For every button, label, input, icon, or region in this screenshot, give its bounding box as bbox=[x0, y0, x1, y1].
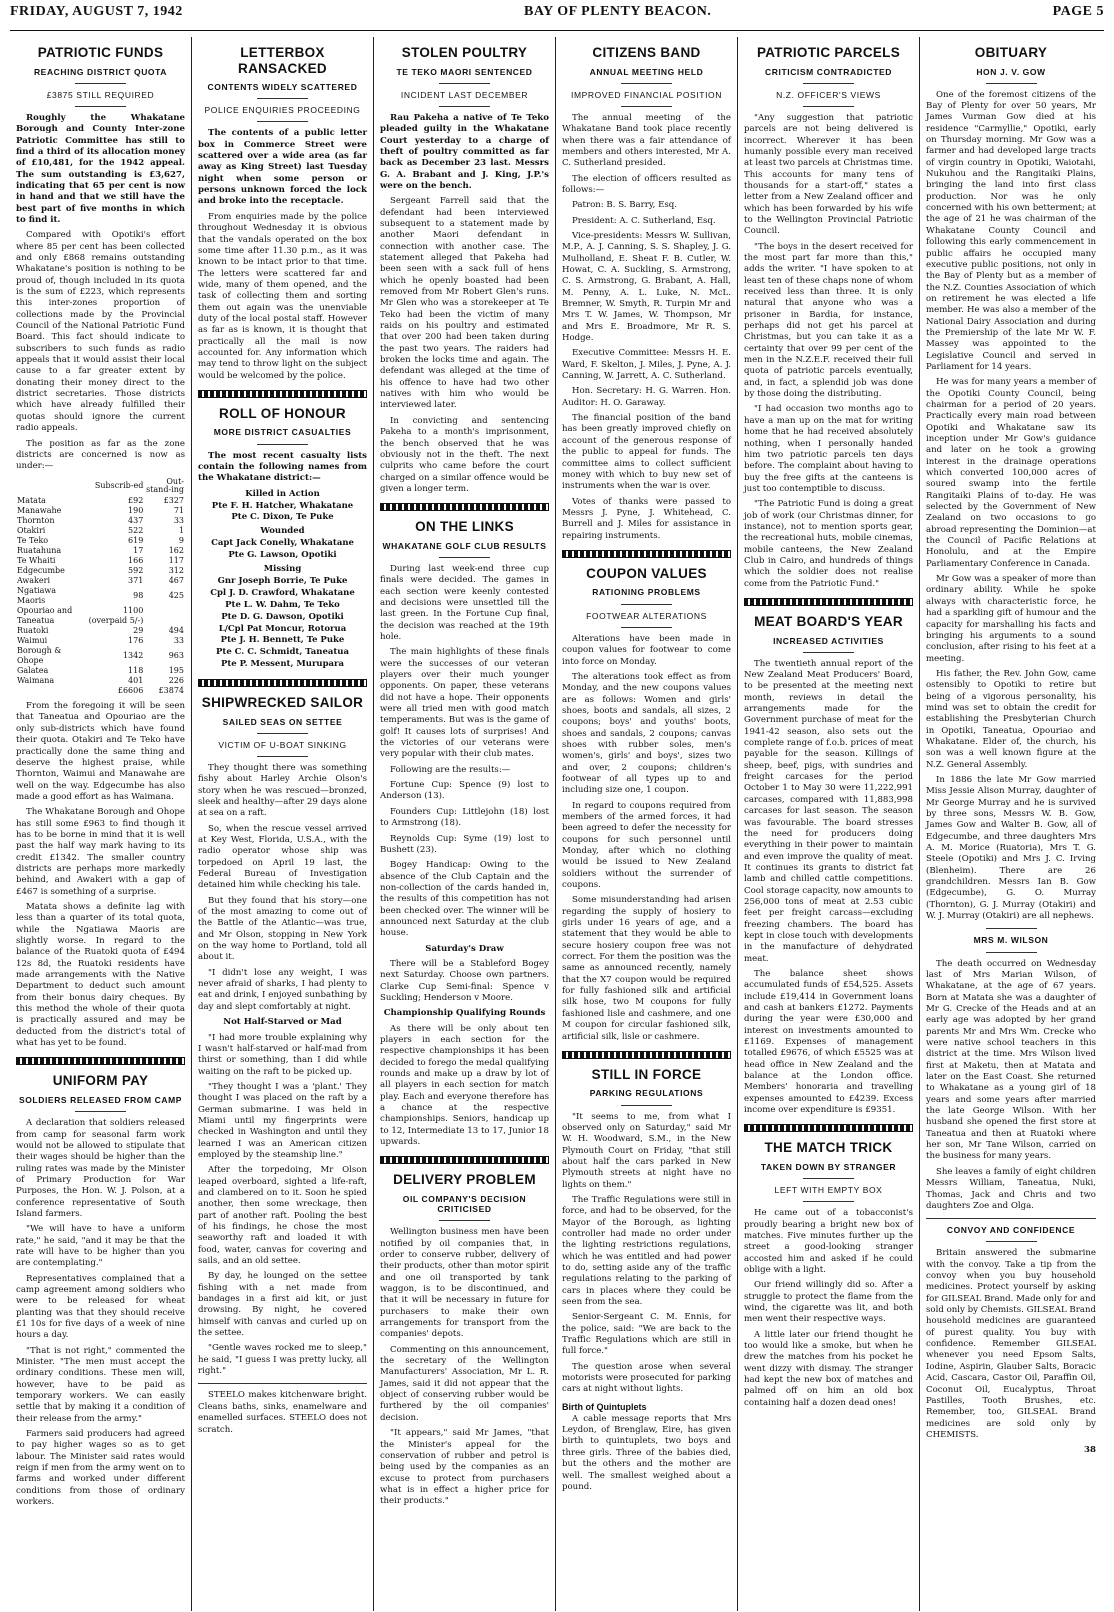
paragraph: "That is not right," commented the Minister. "The men must accept the ordinary conditions. These men will, however, have to be paid as temporary workers. We can easily settle that by making it a condition of their release from the army." bbox=[16, 1345, 185, 1424]
issue-date: FRIDAY, AUGUST 7, 1942 bbox=[10, 4, 183, 19]
paragraph: Farmers said producers had agreed to pay higher wages so as to get labour. The Minister said rates would reign if men from the army went on to farms and worked under different conditions from those of ordinary workers. bbox=[16, 1429, 185, 1508]
paragraph: "Any suggestion that patriotic parcels are not being delivered is incorrect. Wherever it has been humanly possible every man received at least two parcels at Christmas time. This accounts for many tens of thousands for a start-off," states a letter from a New Zealand officer and which has been forwarded by his wife to the Wellington Provincial Patriotic Council. bbox=[744, 112, 913, 237]
paragraph: From the foregoing it will be seen that Taneatua and Opouriao are the only sub-districts which have found their quota. Otakiri and Te Teko have practically done the same thing and deserve the highest praise, while Thornton, Waimui and Manawahe are well on the way. Edgecumbe has also made a good effort as has Waimana. bbox=[16, 701, 185, 802]
subhead: CRITICISM CONTRADICTED bbox=[765, 66, 892, 77]
rule bbox=[257, 121, 308, 122]
paragraph: The question arose when several motorists were prosecuted for parking cars at night without lights. bbox=[562, 1361, 731, 1395]
outstanding-amount: £3874 bbox=[158, 686, 184, 696]
paragraph: "I had occasion two months ago to have a man up on the mat for writing home that he had received absolutely nothing, when I personally handed him two patriotic parcels ten days before. The complaint about having to buy the free gifts at the canteens is just too contemptible to discuss. bbox=[744, 404, 913, 494]
paragraph: In regard to coupons required from members of the armed forces, it had been agreed to defer the necessity for coupons for such personnel until Monday, after which no clothing would be issued to New Zealand soldiers without the surrender of coupons. bbox=[562, 800, 731, 891]
district-name: Otakiri bbox=[17, 526, 46, 536]
outstanding-amount: 162 bbox=[168, 546, 184, 556]
district-name: Te Whaiti bbox=[17, 556, 56, 566]
outstanding-amount: 467 bbox=[168, 576, 184, 586]
rule bbox=[257, 98, 308, 99]
casualty-name: L/Cpl Pat Moncur, Rotorua bbox=[218, 623, 347, 634]
table-row bbox=[16, 536, 185, 546]
paragraph: The position as far as the zone districts are concerned is now as under:— bbox=[16, 438, 185, 472]
district-name: Ruatahuna bbox=[17, 546, 62, 556]
casualty-name: Pte F. H. Hatcher, Whakatane bbox=[211, 500, 354, 511]
casualty-name: Cpl J. D. Crawford, Whakatane bbox=[210, 587, 355, 598]
district-name: Edgecumbe bbox=[17, 566, 65, 576]
headline-coupon-values: COUPON VALUES bbox=[586, 565, 707, 581]
rule bbox=[198, 1383, 367, 1384]
paragraph: Bogey Handicap: Owing to the absence of the Club Captain and the non-collection of the cards handed in, the results of this competition has not been checked over. The winner will be announced next Saturday at the club house. bbox=[380, 860, 549, 939]
paragraph: Sergeant Farrell said that the defendant had been interviewed subsequent to a statement made by another Maori defendant in connection with another case. The statement alleged that Pakeha had been seen with a sack full of hens which he openly boasted had been removed from Mr Robert Glen's runs. Mr Glen who was a storekeeper at Te Teko had been the victim of many raids on his poultry and estimated that over 200 had been taken during the past two years. The raiders had broken the locks time and again. The defendant was alleged at the time of his offence to have had two other natives with him who would be interviewed later. bbox=[380, 196, 549, 411]
paragraph: "I had more trouble explaining why I wasn't half-starved or half-mad from thirst or something, than I did while waiting on the raft to be picked up. bbox=[198, 1032, 367, 1077]
outstanding-amount bbox=[144, 606, 185, 626]
paragraph: Wellington business men have been notified by oil companies that, in order to conserve rubber, delivery of their products, other than motor spirit and one oil transported by tank waggon, is to be discontinued, and that it will be necessary in future for purchasers to make their own arrangements for transport from the companies' depots. bbox=[380, 1227, 549, 1340]
paragraph: Alterations have been made in coupon values for footwear to come into force on Monday. bbox=[562, 633, 731, 667]
rule bbox=[257, 444, 308, 445]
lead-paragraph: The most recent casualty lists contain the following names from the Whakatane district:— bbox=[198, 450, 367, 484]
section-subhead: Championship Qualifying Rounds bbox=[383, 1008, 546, 1019]
paragraph: He came out of a tobacconist's proudly bearing a bright new box of matches. Five minutes further up the street a good-looking stranger accosted him and asked if he could oblige with a light. bbox=[744, 1208, 913, 1276]
paragraph: Vice-presidents: Messrs W. Sullivan, M.P., A. J. Canning, S. S. Shapley, J. G. Mulholland, E. Sheat F. B. Cutler, W. Howat, C. A. Suckling, S. Armstrong, C. S. Armstrong, G. Brabant, A. Hall, M. Penny, A. L. Luke, N. McL. Bremner, W. Smyth, R. Turpin Mr and Mrs T. W. James, W. Thompson, Mr and Mrs E. Broadmore, Mr R. S. Hodge. bbox=[562, 230, 731, 344]
subscribed-amount: 619 bbox=[128, 536, 144, 546]
paper-title: BAY OF PLENTY BEACON. bbox=[524, 4, 712, 19]
subhead: MORE DISTRICT CASUALTIES bbox=[213, 427, 352, 438]
divider bbox=[380, 503, 549, 511]
headline-obituary: OBITUARY bbox=[974, 45, 1048, 60]
paragraph: As there will be only about ten players in each section for the respective championships it has been decided to forego the medal qualifying rounds and make up a draw by lot of all players in each section for match play. Each and everyone therefore has a chance at the respective championships. Seniors, handicap up to 12, Intermediate 13 to 17, Junior 18 upwards. bbox=[380, 1023, 549, 1148]
outstanding-amount: 117 bbox=[168, 556, 184, 566]
divider bbox=[16, 1057, 185, 1065]
outstanding-amount: 33 bbox=[173, 636, 184, 646]
paragraph: The election of officers resulted as follows:— bbox=[562, 173, 731, 195]
subhead: HON J. V. GOW bbox=[976, 66, 1046, 77]
subhead: VICTIM OF U-BOAT SINKING bbox=[218, 739, 347, 750]
table-row bbox=[16, 666, 185, 676]
rule bbox=[75, 1111, 126, 1112]
quota-table bbox=[16, 477, 185, 697]
subhead: INCREASED ACTIVITIES bbox=[773, 635, 884, 646]
subscribed-amount: 1100 (overpaid 5/-) bbox=[88, 606, 144, 626]
outstanding-amount: 1 bbox=[178, 526, 184, 536]
rule bbox=[75, 106, 126, 107]
paragraph: Representatives complained that a camp agreement among soldiers who were to be released for wheat planting was that they should receive £1 10s for five days of a week of nine hours a day. bbox=[16, 1273, 185, 1341]
table-row bbox=[16, 626, 185, 636]
table-row bbox=[16, 546, 185, 556]
lead-paragraph: Roughly the Whakatane Borough and County Inter-zone Patriotic Committee has still to find a third of its allocation money of £10,481, for the 1942 appeal. The sum outstanding is £3,627, indicating that 65 per cent is now in hand and that we still have the best part of five months in which to find it. bbox=[16, 112, 185, 225]
paragraph: The alterations took effect as from Monday, and the new coupons values are as follows: Women and girls' shoes, boots and sandals, all sizes, 2 coupons; boys' and youths' boots, shoes and sandals, 2 coupons; canvas shoes with rubber soles, men's women's, girls' and boys', sizes two and over, 2 coupons; children's footwear of all types up to and including size one, 1 coupon. bbox=[562, 671, 731, 796]
divider bbox=[744, 1124, 913, 1132]
divider bbox=[562, 1051, 731, 1059]
rule bbox=[621, 83, 672, 84]
rule bbox=[986, 83, 1037, 84]
paragraph: "It appears," said Mr James, "that the Minister's appeal for the conservation of rubber and petrol is being used by the companies as an excuse to protect from purchasers what is in effect a higher price for their products." bbox=[380, 1428, 549, 1507]
casualty-name: Pte J. H. Bennett, Te Puke bbox=[220, 635, 345, 646]
subscribed-amount: 98 bbox=[133, 591, 144, 601]
divider bbox=[198, 390, 367, 398]
rule bbox=[803, 83, 854, 84]
paragraph: Mr Gow was a speaker of more than ordinary ability. While he spoke always with characteristic force, he had a sparkling gift of humour and the capacity for marshalling his facts and bringing his arguments to a sound conclusion, after rising to his feet at a meeting. bbox=[926, 574, 1096, 664]
table-row bbox=[16, 576, 185, 586]
column-5 bbox=[738, 37, 920, 1611]
subhead: POLICE ENQUIRIES PROCEEDING bbox=[204, 105, 361, 116]
subhead: ANNUAL MEETING HELD bbox=[589, 66, 704, 77]
district-name: Matata bbox=[17, 496, 46, 506]
headline-stolen-poultry: STOLEN POULTRY bbox=[401, 45, 528, 60]
table-row bbox=[16, 606, 185, 626]
district-name: Thornton bbox=[17, 516, 55, 526]
subscribed-amount: £6606 bbox=[117, 686, 144, 696]
rule bbox=[803, 1201, 854, 1202]
subhead: LEFT WITH EMPTY BOX bbox=[774, 1185, 883, 1196]
subhead: IMPROVED FINANCIAL POSITION bbox=[571, 89, 722, 100]
table-row bbox=[16, 586, 185, 606]
district-name: Opouriao and Taneatua bbox=[17, 606, 73, 626]
headline-uniform-pay: UNIFORM PAY bbox=[52, 1073, 149, 1089]
paragraph: "Gentle waves rocked me to sleep," he said, "I guess I was pretty lucky, all right." bbox=[198, 1343, 367, 1377]
subscribed-amount: £92 bbox=[128, 496, 144, 506]
subhead: PARKING REGULATIONS bbox=[589, 1088, 704, 1099]
section-subhead: Saturday's Draw bbox=[425, 943, 504, 954]
outstanding-amount: 195 bbox=[168, 666, 184, 676]
section-subhead: Not Half-Starved or Mad bbox=[223, 1017, 342, 1028]
casualty-name: Pte D. G. Dawson, Opotiki bbox=[221, 611, 344, 622]
outstanding-amount: 425 bbox=[168, 591, 184, 601]
paragraph: From enquiries made by the police throughout Wednesday it is obvious that the vandals operated on the box some time after 11.30 p.m., as it was known to be intact prior to that time. The letters were scattered far and wide, many of them opened, and the task of collecting them and sorting them out again was the unenviable duty of the local postal staff. However as far as is known, it is thought that practically all the mail is now accounted for. Any information which may tend to throw light on the subject would be welcomed by the police. bbox=[198, 211, 367, 381]
casualty-name: Pte P. Messent, Murupara bbox=[220, 659, 345, 670]
subhead: TAKEN DOWN BY STRANGER bbox=[760, 1161, 897, 1172]
paragraph: Reynolds Cup: Syme (19) lost to Bushett (23). bbox=[380, 833, 549, 855]
subhead: SAILED SEAS ON SETTEE bbox=[222, 716, 343, 727]
subhead: £3875 STILL REQUIRED bbox=[46, 89, 155, 100]
rule bbox=[439, 83, 490, 84]
district-name bbox=[16, 686, 87, 696]
rule bbox=[257, 733, 308, 734]
outstanding-amount: 71 bbox=[173, 506, 184, 516]
paragraph: "I didn't lose any weight, I was never afraid of sharks, I had plenty to eat and drink, I enjoyed sunbathing by day and slept comfortably at night. bbox=[198, 967, 367, 1012]
columns bbox=[10, 37, 1104, 1611]
table-row bbox=[16, 556, 185, 566]
casualty-name: Pte G. Lawson, Opotiki bbox=[228, 550, 337, 561]
subscribed-amount: 118 bbox=[128, 666, 144, 676]
subhead: FOOTWEAR ALTERATIONS bbox=[586, 610, 707, 621]
paragraph: By day, he lounged on the settee fishing with a net made from bandages in a first aid kit, or just drowsing. By night, he covered himself with canvas and curled up on the settee. bbox=[198, 1271, 367, 1339]
paragraph: Patron: B. S. Barry, Esq. bbox=[572, 200, 677, 211]
district-name: Waimui bbox=[17, 636, 48, 646]
subhead: MRS M. WILSON bbox=[973, 935, 1049, 946]
rule bbox=[803, 106, 854, 107]
paragraph: His father, the Rev. John Gow, came ostensibly to Opotiki to retire but being of a vigorous personality, his mind was set to obtain the credit for establishing the Presbyterian Church in Opotiki, Taneatua, Opouriao and Whakatane. Elder of, the church, his son was a well known figure at the N.Z. General Assembly. bbox=[926, 668, 1096, 770]
subhead: REACHING DISTRICT QUOTA bbox=[33, 66, 168, 77]
rule bbox=[257, 756, 308, 757]
paragraph: Our friend willingly did so. After a struggle to protect the flame from the wind, the cigarette was lit, and both men went their respective ways. bbox=[744, 1280, 913, 1325]
column-header-outstanding: Out-stand-ing bbox=[146, 476, 184, 495]
table-row bbox=[16, 496, 185, 506]
district-name: Borough & Ohope bbox=[17, 646, 62, 666]
headline-patriotic-parcels: PATRIOTIC PARCELS bbox=[756, 45, 901, 60]
outstanding-amount: 33 bbox=[173, 516, 184, 526]
paragraph: Matata shows a definite lag with less than a quarter of its total quota, while the Ngatiawa Maoris are slightly worse. In regard to the balance of the Ruatoki quota of £494 12s 8d, the Ruatoki residents have made arrangements with the Native Department to deduct such amount from their bonus dairy cheques. By this method the whole of their quota is practically assured and may be deducted from the district's total of what has yet to be found. bbox=[16, 901, 185, 1049]
paragraph: In 1886 the late Mr Gow married Miss Jessie Alison Murray, daughter of Mr George Murray and he is survived by three sons, Messrs W. B. Gow, James Gow and Walter B. Gow, all of Edgecumbe, and three daughters Mrs A. M. Morice (Ruatoria), Mrs T. G. Steele (Opotiki) and Mrs J. C. Irving (Blenheim). There are 26 grandchildren. Messrs Ian B. Gow (Edgecumbe), G. O. Murray (Thornton), G. J. Murray (Otakiri) and W. J. Murray (Otakiri) are all nephews. bbox=[926, 774, 1096, 922]
paragraph: Senior-Sergeant C. M. Ennis, for the police, said: "We are back to the Traffic Regulations which are still in full force." bbox=[562, 1312, 731, 1357]
paragraph: A cable message reports that Mrs Leydon, of Brenglaw, Eire, has given birth to quintuplets, two boys and three girls. Three of the babies died, but the others and the mother are well. The smallest weighed about a pound. bbox=[562, 1413, 731, 1492]
headline-patriotic-funds: PATRIOTIC FUNDS bbox=[37, 45, 164, 60]
column-header-subscribed: Subscrib-ed bbox=[94, 480, 144, 490]
table-row bbox=[16, 506, 185, 516]
paragraph: The annual meeting of the Whakatane Band took place recently when there was a fair attendance of members and others interested, Mr A. C. Sutherland presided. bbox=[562, 112, 731, 169]
district-name: Awakeri bbox=[17, 576, 50, 586]
district-name: Manawahe bbox=[17, 506, 62, 516]
rule bbox=[621, 106, 672, 107]
rule bbox=[926, 1218, 1096, 1219]
subscribed-amount: 166 bbox=[128, 556, 144, 566]
paragraph: President: A. C. Sutherland, Esq. bbox=[572, 215, 716, 226]
headline-delivery-problem: DELIVERY PROBLEM bbox=[393, 1172, 536, 1188]
paragraph: Following are the results:— bbox=[390, 764, 511, 775]
subscribed-amount: 190 bbox=[128, 506, 144, 516]
rule bbox=[621, 627, 672, 628]
paragraph: During last week-end three cup finals were decided. The games in each section were keenly contested and decisions were unsettled till the last green. In the Fortune Cup final, the decision was reached at the 19th hole. bbox=[380, 563, 549, 642]
paragraph: A declaration that soldiers released from camp for seasonal farm work would not be allowed to stipulate that their wages should be higher than the ruling rates was made by the Minister of Primary Production for War Purposes, the Hon. W. J. Polson, at a conference representative of South Island farmers. bbox=[16, 1118, 185, 1219]
rule bbox=[803, 1178, 854, 1179]
divider bbox=[562, 550, 731, 558]
table-row bbox=[16, 676, 185, 686]
district-name: Te Teko bbox=[17, 536, 49, 546]
paragraph: "We will have to have a uniform rate," he said, "and it may be that the rate will have to be higher than you are contemplating." bbox=[16, 1224, 185, 1269]
rule bbox=[986, 952, 1037, 953]
subhead: SOLDIERS RELEASED FROM CAMP bbox=[18, 1094, 183, 1105]
lead-paragraph: The contents of a public letter box in Commerce Street were scattered over a wide area (as far away as King Street) last Tuesday night when some person or persons unknown forced the lock and broke into the receptacle. bbox=[198, 128, 367, 207]
headline-on-the-links: ON THE LINKS bbox=[415, 519, 514, 535]
column-4 bbox=[556, 37, 738, 1611]
casualty-name: Pte C. Dixon, Te Puke bbox=[231, 512, 334, 523]
outstanding-amount: £327 bbox=[163, 496, 184, 506]
paragraph: Some misunderstanding had arisen regarding the supply of hosiery to girls under 16 years of age, and a statement that they would be able to secure hosiery coupon free was not correct. For them the position was the same as announced recently, namely that the X7 coupon would be required for fully fashioned silk and artificial silk hose, two M coupons for fully fashioned lisle and cashmere, and one M coupon for circular fashioned silk, artificial silk, lisle or cashmere. bbox=[562, 895, 731, 1042]
district-name: Waimana bbox=[17, 676, 55, 686]
rule bbox=[439, 557, 490, 558]
column-footer-number: 38 bbox=[1084, 1445, 1096, 1456]
subscribed-amount: 522 bbox=[128, 526, 144, 536]
steelo-advertisement: STEELO makes kitchenware bright. Cleans baths, sinks, enamelware and enamelled surfaces. STEELO does not scratch. bbox=[198, 1390, 367, 1435]
outstanding-amount: 226 bbox=[168, 676, 184, 686]
headline-letterbox-ransacked: LETTERBOX RANSACKED bbox=[238, 45, 327, 76]
rule bbox=[621, 1105, 672, 1106]
paragraph: The Whakatane Borough and Ohope has still some £963 to find though it has to be borne in mind that it is well past the half way mark having to its credit £1342. The smaller country districts are perhaps more markedly behind, and Awakeri with a gap of £467 is something of a surprise. bbox=[16, 807, 185, 897]
paragraph: "The boys in the desert received for the most part far more than this," adds the writer. "I have spoken to at least ten of these chaps none of whom received less than three. It is only natural that anyone who was a prisoner in Bardia, for instance, perhaps did not get his parcel at Christmas, but you can take it as a certainty that over 99 per cent of the men in the N.Z.E.F. received their full quota of patriotic parcels eventually, and, in fact, a splendid job was done by those doing the distributing. bbox=[744, 241, 913, 400]
divider bbox=[744, 598, 913, 606]
paragraph: The financial position of the band has been greatly improved chiefly on account of the generous response of the public to appeal for funds. The committee aims to collect sufficient money with which to buy new set of instruments when the war is over. bbox=[562, 413, 731, 492]
paragraph: The main highlights of these finals were the successes of our veteran players over their much younger opponents. On paper, these veterans did not have a hope. Their opponents were all tried men with good match temperaments. But was is the game of golf! It causes lots of surprises! And the victories of our veterans were very popular with their club mates. bbox=[380, 647, 549, 760]
table-row bbox=[16, 516, 185, 526]
paragraph: They thought there was something fishy about Harley Archie Olson's story when he was rescued—bronzed, sleek and healthy—after 29 days alone at sea on a raft. bbox=[198, 762, 367, 819]
paragraph: After the torpedoing, Mr Olson leaped overboard, sighted a life-raft, and clambered on to it. Soon he spied another, then some wreckage, then part of another raft. Pooling the best of his findings, he chose the most seaworthy raft and loaded it with food, water, canvas for covering and sails, and an old settee. bbox=[198, 1165, 367, 1267]
table-row bbox=[16, 686, 185, 696]
subhead: INCIDENT LAST DECEMBER bbox=[400, 89, 529, 100]
rule bbox=[439, 1220, 490, 1221]
column-1 bbox=[10, 37, 192, 1611]
column-2 bbox=[192, 37, 374, 1611]
paragraph: But they found that his story—one of the most amazing to come out of the Battle of the Atlantic—was true, and Mr Olson, stopping in New York on the way home to Portland, told all about it. bbox=[198, 895, 367, 963]
subscribed-amount: 592 bbox=[128, 566, 144, 576]
lead-paragraph: Rau Pakeha a native of Te Teko pleaded guilty in the Whakatane Court yesterday to a charge of theft of poultry committed as far back as December 23 last. Messrs G. A. Brabant and J. King, J.P.'s were on the bench. bbox=[380, 112, 549, 191]
subhead: N.Z. OFFICER'S VIEWS bbox=[776, 89, 881, 100]
headline-meat-boards-year: MEAT BOARD'S YEAR bbox=[754, 613, 903, 629]
divider bbox=[380, 1156, 549, 1164]
subscribed-amount: 1342 bbox=[122, 651, 144, 661]
district-name: Ngatiawa Maoris bbox=[17, 586, 57, 606]
wounded-label: Wounded bbox=[260, 526, 305, 537]
killed-label: Killed in Action bbox=[245, 488, 320, 499]
paragraph: The death occurred on Wednesday last of Mrs Marian Wilson, of Whakatane, at the age of 67 years. Born at Matata she was a daughter of Mr G. Crecke of the Heads and at an early age was adopted by her grand parents Mr and Mrs Wm. Crecke who were native school teachers in this district at the time. Mrs Wilson lived first at Maketu, then at Matata and later on the East Coast. She returned to Whakatane as a young girl of 18 years and some years after married the late George Wilson. With her husband she opened the first store at Taneatua and then at Ruatoki where her son, Mr Tane Wilson, carried on the business for many years. bbox=[926, 958, 1096, 1162]
outstanding-amount: 963 bbox=[168, 651, 184, 661]
headline-roll-of-honour: ROLL OF HONOUR bbox=[219, 405, 346, 421]
paragraph: "The Patriotic Fund is doing a great job of work (our Christmas dinner, for instance), not to mention sports gear, the recreational huts, mobile cinemas, mobile canteens, the New Zealand Club in Cairo, and hundreds of things which the soldier does not realise come from the Patriotic Fund." bbox=[744, 499, 913, 589]
subhead: RATIONING PROBLEMS bbox=[592, 587, 701, 598]
paragraph: Votes of thanks were passed to Messrs J. Pyne, J. Whitehead, C. Burrell and J. Miles for assistance in repairing instruments. bbox=[562, 496, 731, 541]
subscribed-amount: 437 bbox=[128, 516, 144, 526]
paragraph: So, when the rescue vessel arrived at Key West, Florida, U.S.A., with the radio operator whose ship was torpedoed on April 19 last, the Federal Bureau of Investigation detained him while checking his tale. bbox=[198, 823, 367, 891]
paragraph: Commenting on this announcement, the secretary of the Wellington Manufacturers' Association, Mr L. R. James, said it did not appear that the object of conserving rubber would be furthered by the oil companies' decision. bbox=[380, 1344, 549, 1423]
paragraph: There will be a Stableford Bogey next Saturday. Choose own partners. Clarke Cup Semi-final: Spence v Suckling; Henderson v Moore. bbox=[380, 958, 549, 1003]
rule bbox=[439, 106, 490, 107]
subhead: CONTENTS WIDELY SCATTERED bbox=[207, 82, 358, 93]
paragraph: She leaves a family of eight children Messrs William, Taneatua, Nuki, Thomas, Jack and Chris and two daughters Zoe and Olga. bbox=[926, 1166, 1096, 1211]
paragraph: Hon. Secretary: H. G. Warren. Hon. Auditor: H. O. Garaway. bbox=[562, 386, 731, 408]
quintuplets-heading: Birth of Quintuplets bbox=[562, 1401, 647, 1412]
headline-citizens-band: CITIZENS BAND bbox=[592, 45, 701, 60]
missing-label: Missing bbox=[263, 564, 302, 575]
paragraph: "It seems to me, from what I observed only on Saturday," said Mr W. H. Woodward, S.M., in the New Plymouth Court on Friday, "that still about half the cars parked in New Plymouth streets at night have no lights on them." bbox=[562, 1111, 731, 1190]
subhead: WHAKATANE GOLF CLUB RESULTS bbox=[382, 540, 547, 551]
paragraph: He was for many years a member of the Opotiki County Council, being chairman for a period of 20 years. Practically every main road between Opotiki and Whakatane saw its inception under Mr Gow's guidance and later on he took a growing interest in the drainage operations which converted 100,000 acres of soured swamp into the fertile Rangitaiki Plains of to-day. He was selected by the Government of New Zealand on two occasions to go abroad representing the Dominion—at the Council of Pacific Relations at Honolulu, and at the Empire Parliamentary Conference in Canada. bbox=[926, 377, 1096, 569]
headline-the-match-trick: THE MATCH TRICK bbox=[764, 1140, 893, 1156]
subhead: OIL COMPANY'S DECISION CRITICISED bbox=[402, 1193, 527, 1215]
outstanding-amount: 9 bbox=[178, 536, 184, 546]
rule bbox=[621, 604, 672, 605]
headline-shipwrecked-sailor: SHIPWRECKED SAILOR bbox=[201, 695, 364, 711]
table-row bbox=[16, 636, 185, 646]
table-row bbox=[16, 526, 185, 536]
paragraph: The twentieth annual report of the New Zealand Meat Producers' Board, to be presented at the meeting next month, reviews in detail the arrangements made for the Government purchase of meat for the 1941-42 season, also sets out the complete range of f.o.b. prices of meat payable for the season. Killings of sheep, beef, pigs, with sundries and freight carcases for the period October 1 to May 30 were 11,222,991 carcases, compared with 11,883,998 carcases for last season. The season was favourable. The board stresses the need for producers doing everything in their power to maintain and even improve the quality of meat. It continues its grants to district fat lamb and chilled cattle competitions. Cool storage capacity, now amounts to 256,000 tons of meat at 2.53 cubic feet per freight carcass—excluding freezing chambers. The board has kept in close touch with developments in the manufacture of dehydrated meat. bbox=[744, 658, 913, 964]
column-3 bbox=[374, 37, 556, 1611]
subhead: TE TEKO MAORI SENTENCED bbox=[396, 66, 533, 77]
casualty-name: Capt Jack Conelly, Whakatane bbox=[211, 538, 354, 549]
paragraph: One of the foremost citizens of the Bay of Plenty for over 50 years, Mr James Vurman Gow died at his residence "Carmyllie," Opotiki, early on Thursday morning. Mr Gow was a farmer and had developed large tracts of virgin country in Opotiki, Waiotahi, Nukuhou and the Rangitaiki Plains, bringing the land into first class production. Nor was he only concerned with his own betterment; at the age of 21 he was chairman of the Whakatane County Council and following this early commencement in public affairs he occupied many executive public positions, not only in the Bay of Plenty but as a member of the N.Z. Counties Association of which on retirement he was elected a life member. He was also a member of the National Dairy Association and during the Premiership of the late Mr W. F. Massey was appointed to the Legislative Council and served in Parliament for 14 years. bbox=[926, 89, 1096, 372]
district-name: Ruatoki bbox=[17, 626, 49, 636]
subscribed-amount: 176 bbox=[128, 636, 144, 646]
paragraph: Compared with Opotiki's effort where 85 per cent has been collected and only £868 remains outstanding Whakatane's position is nothing to be proud of, though included in its quota is the sum of £223, which represents this inter-zones proportion of collections made by the Provincial Council of the National Patriotic Fund Board. This fact should indicate to subscribers to such funds as radio appeals that it would assist their local cause to a far greater extent by donating their money direct to the district secretaries. Those districts which have already fulfilled their quotas should ignore the current radio appeals. bbox=[16, 230, 185, 434]
masthead bbox=[10, 4, 1104, 31]
table-row bbox=[16, 566, 185, 576]
column-6 bbox=[920, 37, 1102, 1611]
paragraph: "They thought I was a 'plant.' They thought I was placed on the raft by a German submarine. I was held in Miami until my fingerprints were checked in Washington and until they learned I was an American citizen employed by the steamship line." bbox=[198, 1081, 367, 1160]
paragraph: Founders Cup: Littlejohn (18) lost to Armstrong (18). bbox=[380, 806, 549, 829]
casualty-name: Pte L. W. Dahm, Te Teko bbox=[225, 599, 340, 610]
gilseal-advertisement: Britain answered the submarine with the convoy. Take a tip from the convoy when you buy household medicines. Protect yourself by asking for GILSEAL Brand. Made only for and sold only by Chemists. GILSEAL Brand household medicines are guaranteed of purest quality. You buy with confidence. Remember GILSEAL whenever you need Epsom Salts, Iodine, Aspirin, Glauber Salts, Boracic Acid, Cascara, Castor Oil, Paraffin Oil, Coconut Oil, Eucalyptus, Throat Pastilles, Tooth Brushes, etc. Remember, too, GILSEAL Brand medicines are sold only by CHEMISTS. bbox=[926, 1248, 1096, 1440]
paragraph: Fortune Cup: Spence (9) lost to Anderson (13). bbox=[380, 780, 549, 802]
subhead: CONVOY AND CONFIDENCE bbox=[946, 1225, 1076, 1236]
rule bbox=[803, 652, 854, 653]
page-number: PAGE 5 bbox=[1052, 4, 1104, 19]
table-row bbox=[16, 646, 185, 666]
casualty-name: Gnr Joseph Borrie, Te Puke bbox=[217, 575, 348, 586]
paragraph: The balance sheet shows accumulated funds of £54,525. Assets include £19,414 in Government loans and cash at bankers £1272. Payments during the year were £30,000 and interest on investments amounted to £1169. Expenses of management totalled £9676, of which £5525 was at head office in New Zealand and the balance at the London office. Members' honoraria and travelling expenses amounted to £4239. Excess income over expenditure is £9351. bbox=[744, 968, 913, 1116]
rule bbox=[75, 83, 126, 84]
subscribed-amount: 371 bbox=[128, 576, 144, 586]
casualty-name: Pte C. C. Schmidt, Taneatua bbox=[216, 647, 349, 658]
paragraph: The Traffic Regulations were still in force, and had to be observed, for the Mayor of the Borough, as lighting controller had made no order under the lighting restrictions regulations, which he was entitled and had power to do, setting aside any of the traffic regulations relating to the parking of cars in places where they could be seen from the sea. bbox=[562, 1194, 731, 1308]
subscribed-amount: 17 bbox=[133, 546, 144, 556]
outstanding-amount: 312 bbox=[168, 566, 184, 576]
headline-still-in-force: STILL IN FORCE bbox=[591, 1066, 702, 1082]
rule bbox=[986, 928, 1037, 929]
subscribed-amount: 401 bbox=[128, 676, 144, 686]
casualty-list bbox=[198, 489, 367, 671]
paragraph: A little later our friend thought he too would like a smoke, but when he drew the matches from his pocket he went dizzy with dismay. The stranger had kept the new box of matches and palmed off on him an old box containing half a dozen dead ones! bbox=[744, 1329, 913, 1408]
outstanding-amount: 494 bbox=[168, 626, 184, 636]
subscribed-amount: 29 bbox=[133, 626, 144, 636]
paragraph: In convicting and sentencing Pakeha to a month's imprisonment, the bench observed that he was obviously not in the theft. The next culprits who came before the court charged on a similar offence would be given a longer term. bbox=[380, 415, 549, 494]
rule bbox=[986, 1241, 1037, 1242]
paragraph: Executive Committee: Messrs H. E. Ward, F. Skelton, J. Miles, J. Pyne, A. J. Canning, W. Jarrett, A. C. Sutherland. bbox=[562, 348, 731, 382]
district-name: Galatea bbox=[17, 666, 49, 676]
divider bbox=[198, 679, 367, 687]
